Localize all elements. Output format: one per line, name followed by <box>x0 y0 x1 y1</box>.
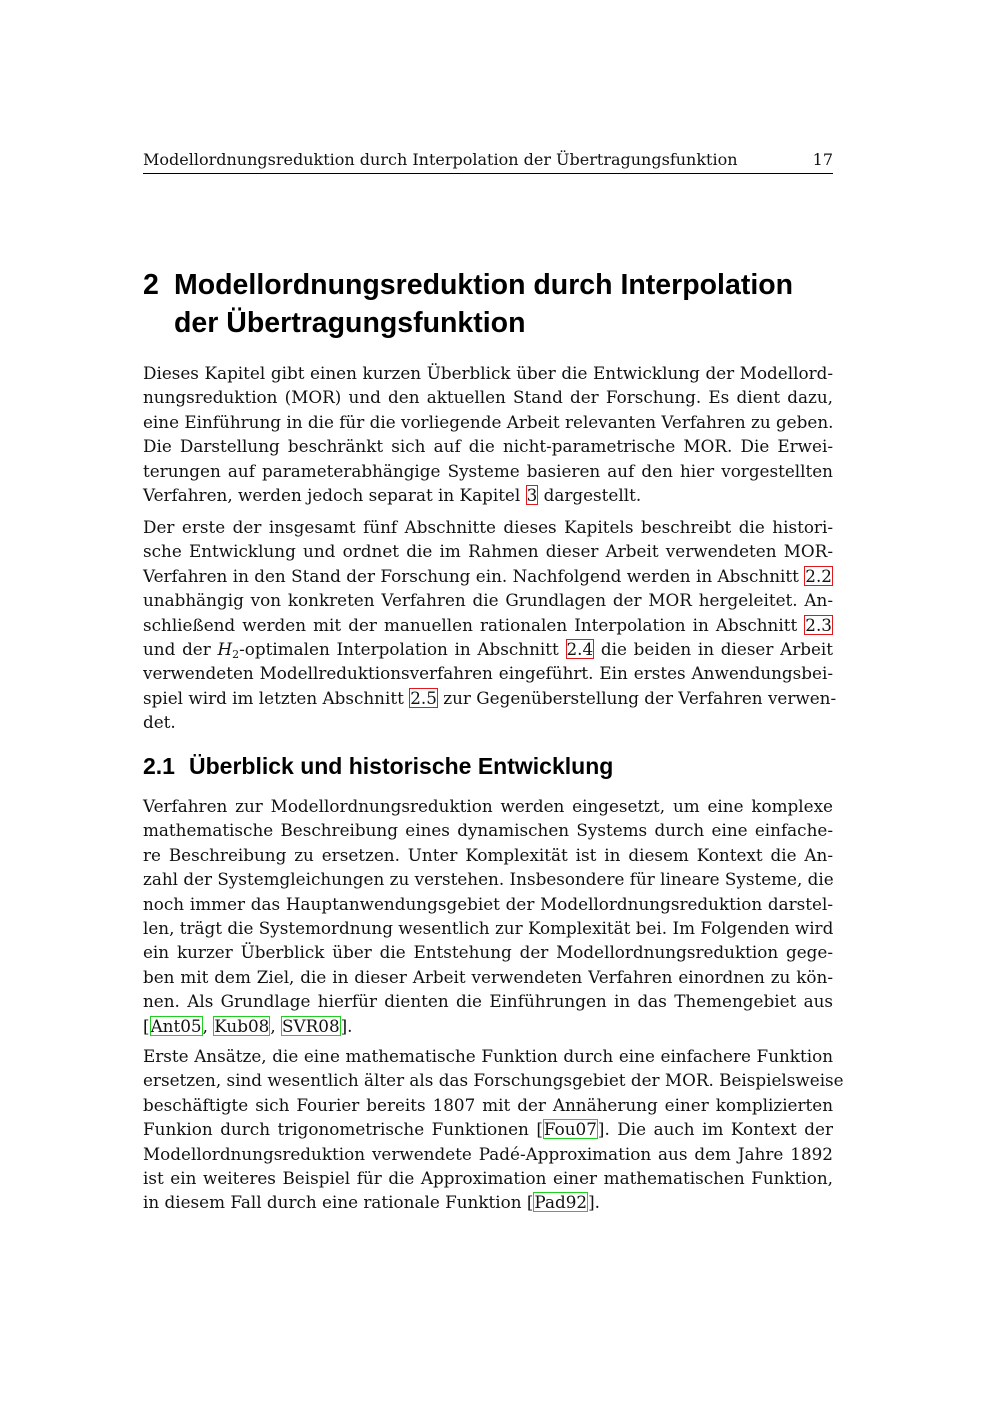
text-line: Erste Ansätze, die eine mathematische Funktion durch eine einfachere Funktion <box>143 1046 833 1066</box>
text-run: schließend werden mit der manuellen rationalen Interpolation in Abschnitt <box>143 614 798 635</box>
chapter-number: 2 <box>143 269 159 301</box>
citation-link[interactable]: SVR08 <box>282 1015 340 1036</box>
separator: , <box>202 1015 214 1036</box>
running-title: Modellordnungsreduktion durch Interpolation der Übertragungsfunktion <box>143 150 738 169</box>
text-line: ben mit dem Ziel, die in dieser Arbeit verwendeten Verfahren einordnen zu kön- <box>143 966 833 987</box>
bracket: ]. <box>340 1015 353 1036</box>
text-line <box>143 686 837 710</box>
text-line: verwendeten Modellreduktionsverfahren eingeführt. Ein erstes Anwendungsbei- <box>143 663 833 684</box>
text-line <box>143 613 833 637</box>
text-line <box>143 483 833 507</box>
running-header <box>143 148 833 174</box>
text-run: spiel wird im letzten Abschnitt <box>143 687 404 708</box>
text-line: Die Darstellung beschränkt sich auf die nicht-parametrische MOR. Die Erwei- <box>143 436 833 457</box>
citation-link[interactable]: Pad92 <box>534 1192 588 1213</box>
section-reference-link[interactable]: 2.5 <box>410 687 437 708</box>
h2-subscript: 2 <box>232 647 240 661</box>
intro-paragraph-2 <box>143 515 837 735</box>
bracket: [ <box>143 1015 150 1036</box>
section-heading <box>143 751 843 781</box>
page-number: 17 <box>812 150 833 169</box>
text-line: ist ein weiteres Beispiel für die Approximation einer mathematischen Funktion, <box>143 1167 833 1188</box>
text-line <box>143 564 833 588</box>
text-line <box>143 1117 833 1141</box>
text-run: in diesem Fall durch eine rationale Funktion [ <box>143 1192 534 1213</box>
text-line: sche Entwicklung und ordnet die im Rahmen dieser Arbeit verwendeten MOR- <box>143 541 833 562</box>
text-line: Der erste der insgesamt fünf Abschnitte dieses Kapitels beschreibt die histori- <box>143 517 833 537</box>
section-reference-link[interactable]: 2.3 <box>805 614 832 635</box>
text-line: unabhängig von konkreten Verfahren die Grundlagen der MOR hergeleitet. An- <box>143 590 833 611</box>
chapter-heading <box>143 266 843 342</box>
chapter-reference-link[interactable]: 3 <box>526 484 538 505</box>
text-run: Funkion durch trigonometrische Funktionen [ <box>143 1119 543 1140</box>
text-run: -optimalen Interpolation in Abschnitt <box>239 638 559 659</box>
separator: , <box>270 1015 282 1036</box>
text-run: Verfahren, werden jedoch separat in Kapitel <box>143 484 521 505</box>
text-line: len, trägt die Systemordnung wesentlich zur Komplexität bei. Im Folgenden wird <box>143 917 834 938</box>
section-number: 2.1 <box>143 753 175 779</box>
section-paragraph-2 <box>143 1044 844 1215</box>
text-line: zahl der Systemgleichungen zu verstehen. Insbesondere für lineare Systeme, die <box>143 869 834 890</box>
text-line: re Beschreibung zu ersetzen. Unter Komplexität ist in diesem Kontext die An- <box>143 844 833 865</box>
chapter-title-line-1: Modellordnungsreduktion durch Interpolation <box>174 269 794 301</box>
text-line: terungen auf parameterabhängige Systeme basieren auf den hier vorgestellten <box>143 460 833 481</box>
text-line <box>143 637 833 661</box>
section-paragraph-1 <box>143 794 833 1038</box>
section-reference-link[interactable]: 2.2 <box>805 565 832 586</box>
text-run: ]. Die auch im Kontext der <box>597 1119 833 1140</box>
text-line: eine Einführung in die für die vorliegende Arbeit relevanten Verfahren zu geben. <box>143 411 834 432</box>
section-reference-link[interactable]: 2.4 <box>566 638 594 659</box>
h2-symbol: H <box>217 638 233 659</box>
text-run: dargestellt. <box>543 484 642 505</box>
text-line: nen. Als Grundlage hierfür dienten die Einführungen in das Themengebiet aus <box>143 991 833 1012</box>
section-title: Überblick und historische Entwicklung <box>189 753 614 779</box>
text-line: Modellordnungsreduktion verwendete Padé-Approximation aus dem Jahre 1892 <box>143 1143 833 1164</box>
text-run: zur Gegenüberstellung der Verfahren verwen- <box>443 687 837 708</box>
text-line: ein kurzer Überblick über die Entstehung der Modellordnungsreduktion gege- <box>143 942 833 963</box>
text-line: Verfahren zur Modellordnungsreduktion werden eingesetzt, um eine komplexe <box>143 796 833 816</box>
text-line <box>143 1190 833 1214</box>
text-line <box>143 1014 833 1038</box>
citation-link[interactable]: Ant05 <box>150 1015 202 1036</box>
text-run: ]. <box>588 1192 600 1213</box>
text-line: ersetzen, sind wesentlich älter als das Forschungsgebiet der MOR. Beispielsweise <box>143 1070 844 1091</box>
text-line: Dieses Kapitel gibt einen kurzen Überblick über die Entwicklung der Modellord- <box>143 363 833 383</box>
text-line: mathematische Beschreibung eines dynamischen Systems durch eine einfache- <box>143 820 833 841</box>
text-run: die beiden in dieser Arbeit <box>600 638 834 659</box>
text-line: nungsreduktion (MOR) und den aktuellen Stand der Forschung. Es dient dazu, <box>143 387 833 408</box>
text-line: beschäftigte sich Fourier bereits 1807 mit der Annäherung einer komplizierten <box>143 1094 833 1115</box>
chapter-title-line-2: der Übertragungsfunktion <box>174 307 526 339</box>
text-run: Verfahren in den Stand der Forschung ein. Nachfolgend werden in Abschnitt <box>143 565 799 586</box>
intro-paragraph-1 <box>143 361 833 507</box>
text-line: noch immer das Hauptanwendungsgebiet der Modellordnungsreduktion darstel- <box>143 893 833 914</box>
citation-link[interactable]: Fou07 <box>543 1119 597 1140</box>
text-line: det. <box>143 712 176 733</box>
text-run: und der <box>143 638 211 659</box>
citation-link[interactable]: Kub08 <box>214 1015 270 1036</box>
